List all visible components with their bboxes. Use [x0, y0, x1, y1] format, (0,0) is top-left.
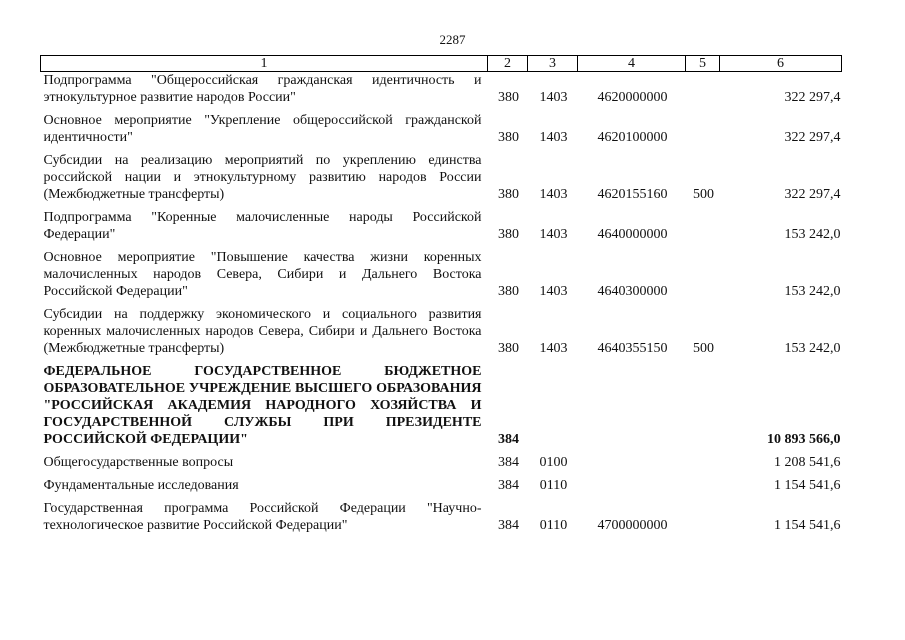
page-number: 2287: [439, 32, 466, 47]
code-5: [686, 477, 720, 500]
item-name: Фундаментальные исследования: [43, 478, 239, 493]
code-2: 380: [498, 90, 519, 105]
amount: 153 242,0: [784, 227, 841, 242]
table-row: [41, 454, 842, 477]
code-2: 384: [498, 455, 519, 470]
item-name: Субсидии на реализацию мероприятий по укреплению единства российской нации и этнокультурному развитию народов России (Межбюджетные трансферты): [43, 153, 482, 202]
amount: 1 208 541,6: [774, 455, 841, 470]
code-4: [578, 363, 686, 454]
code-3: 1403: [539, 90, 568, 105]
amount: 1 154 541,6: [774, 478, 841, 493]
code-4: 4700000000: [597, 518, 668, 533]
item-name: Основное мероприятие "Укрепление общероссийской гражданской идентичности": [43, 113, 482, 145]
code-3: 1403: [539, 341, 568, 356]
amount: 1 154 541,6: [774, 518, 841, 533]
item-name: Подпрограмма "Общероссийская гражданская идентичность и этнокультурное развитие народов России": [43, 73, 482, 105]
code-2: 380: [498, 227, 519, 242]
code-5: 500: [693, 341, 714, 356]
column-header-row: [41, 56, 842, 72]
item-name: Государственная программа Российской Федерации "Научно-технологическое развитие Российской Федерации": [43, 501, 482, 533]
code-3: 1403: [539, 130, 568, 145]
code-5: [686, 363, 720, 454]
code-2: 384: [498, 478, 519, 493]
code-4: [578, 477, 686, 500]
budget-table: [40, 55, 842, 540]
item-name: Общегосударственные вопросы: [43, 455, 234, 470]
code-4: 4640000000: [597, 227, 668, 242]
code-5: [686, 249, 720, 306]
code-3: 0110: [539, 518, 568, 533]
table-row: [41, 363, 842, 454]
column-header: 5: [686, 56, 720, 72]
column-header: 6: [720, 56, 842, 72]
code-5: [686, 500, 720, 540]
amount: 153 242,0: [784, 341, 841, 356]
code-3: 1403: [539, 227, 568, 242]
amount: 322 297,4: [784, 130, 841, 145]
table-row: [41, 500, 842, 540]
table-row: [41, 152, 842, 209]
code-3: 0100: [539, 455, 568, 470]
code-2: 380: [498, 341, 519, 356]
table-row: [41, 72, 842, 113]
amount: 153 242,0: [784, 284, 841, 299]
table-row: [41, 112, 842, 152]
code-4: 4620100000: [597, 130, 668, 145]
code-2: 380: [498, 187, 519, 202]
code-3: 1403: [539, 284, 568, 299]
code-4: 4640355150: [597, 341, 668, 356]
item-name: Подпрограмма "Коренные малочисленные народы Российской Федерации": [43, 210, 482, 242]
table-body: [41, 72, 842, 541]
code-4: 4620000000: [597, 90, 668, 105]
code-5: [686, 454, 720, 477]
table-row: [41, 306, 842, 363]
column-header: 3: [528, 56, 578, 72]
table-row: [41, 477, 842, 500]
column-header: 1: [41, 56, 488, 72]
item-name: Основное мероприятие "Повышение качества жизни коренных малочисленных народов Севера, Сибири и Дальнего Востока Российской Федерации": [43, 250, 482, 299]
amount: 10 893 566,0: [767, 432, 841, 447]
code-2: 380: [498, 130, 519, 145]
code-2: 384: [498, 432, 519, 447]
column-header: 4: [578, 56, 686, 72]
column-header: 2: [488, 56, 528, 72]
code-4: 4640300000: [597, 284, 668, 299]
code-2: 380: [498, 284, 519, 299]
table-row: [41, 209, 842, 249]
code-4: [578, 454, 686, 477]
item-name: ФЕДЕРАЛЬНОЕ ГОСУДАРСТВЕННОЕ БЮДЖЕТНОЕ ОБРАЗОВАТЕЛЬНОЕ УЧРЕЖДЕНИЕ ВЫСШЕГО ОБРАЗОВАНИЯ "РОССИЙСКАЯ АКАДЕМИЯ НАРОДНОГО ХОЗЯЙСТВА И ГОСУДАРСТВЕННОЙ СЛУЖБЫ ПРИ ПРЕЗИДЕНТЕ РОССИЙСКОЙ ФЕДЕРАЦИИ": [43, 364, 482, 447]
table-row: [41, 249, 842, 306]
amount: 322 297,4: [784, 90, 841, 105]
code-5: [686, 112, 720, 152]
item-name: Субсидии на поддержку экономического и социального развития коренных малочисленных народов Севера, Сибири и Дальнего Востока (Межбюджетные трансферты): [43, 307, 482, 356]
code-3: 0110: [539, 478, 568, 493]
code-3: 1403: [539, 187, 568, 202]
code-5: 500: [693, 187, 714, 202]
code-3: [528, 363, 578, 454]
code-2: 384: [498, 518, 519, 533]
code-5: [686, 72, 720, 113]
code-5: [686, 209, 720, 249]
amount: 322 297,4: [784, 187, 841, 202]
code-4: 4620155160: [597, 187, 668, 202]
